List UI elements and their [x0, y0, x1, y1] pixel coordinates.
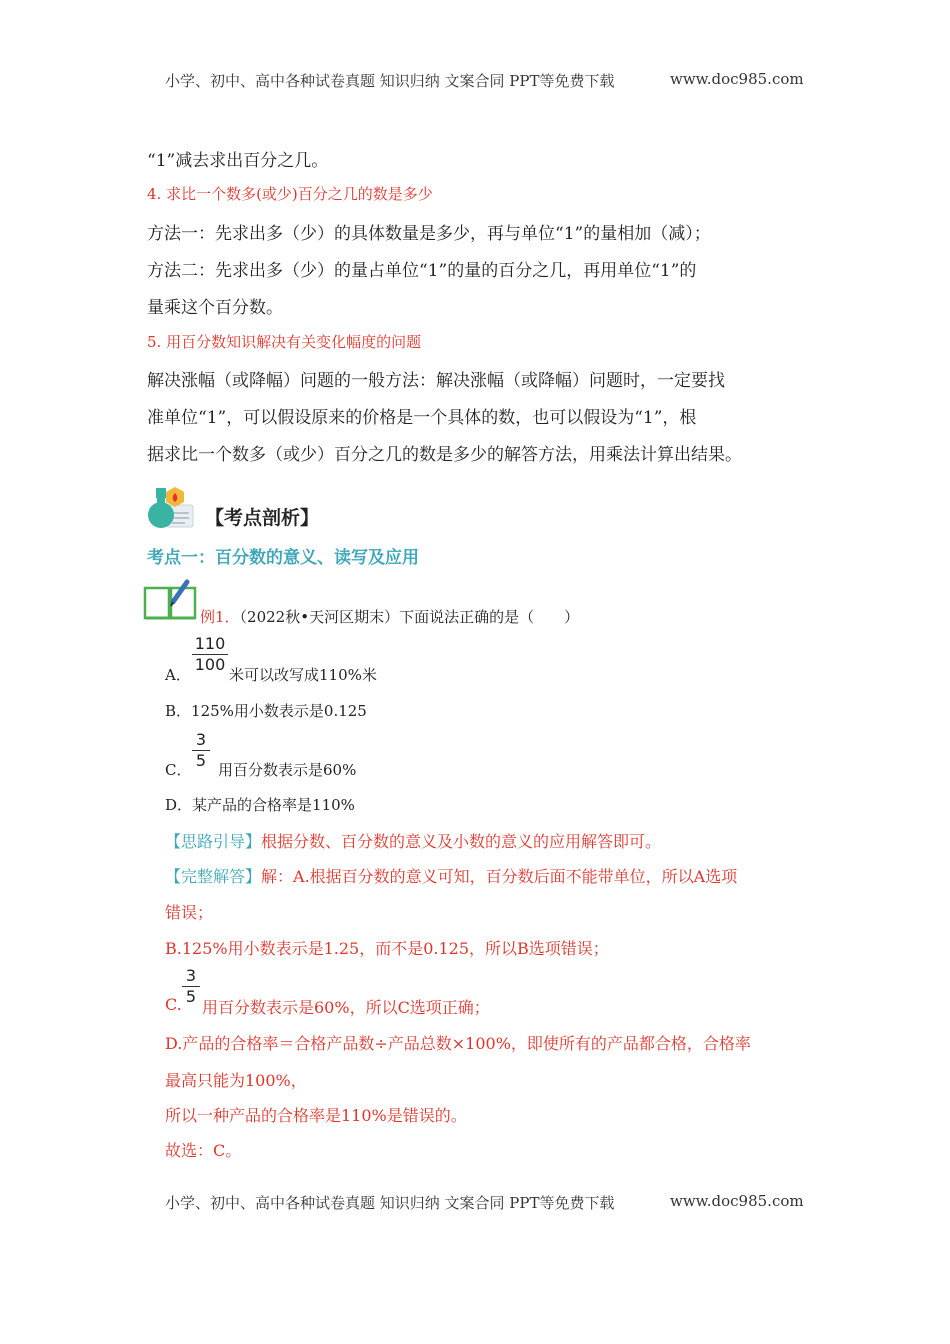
option-c-letter: C．	[165, 761, 192, 779]
answer-line-a-text: 解：A.根据百分数的意义可知，百分数后面不能带单位，所以A选项	[261, 867, 738, 886]
answer-label: 【完整解答】	[165, 867, 262, 886]
page-header	[165, 70, 804, 91]
section5-line3: 据求比一个数多（或少）百分之几的数是多少的解答方法，用乘法计算出结果。	[147, 445, 742, 465]
answer-line-c-letter: C.	[165, 995, 182, 1014]
guide-text: 根据分数、百分数的意义及小数的意义的应用解答即可。	[261, 832, 662, 851]
option-c-fraction	[192, 732, 210, 769]
example-question	[200, 606, 579, 627]
intro-tail: “1”减去求出百分之几。	[147, 151, 329, 171]
answer-line-c-text: 用百分数表示是60%，所以C选项正确；	[202, 998, 490, 1017]
section4-title: 4. 求比一个数多(或少)百分之几的数是多少	[147, 185, 433, 203]
section4-line1: 方法一：先求出多（少）的具体数量是多少，再与单位“1”的量相加（减）；	[147, 224, 711, 244]
answer-c-numerator: 3	[185, 966, 197, 985]
answer-line-d: D.产品的合格率＝合格产品数÷产品总数×100%，即使所有的产品都合格，合格率	[165, 1034, 751, 1053]
section5-title: 5. 用百分数知识解决有关变化幅度的问题	[147, 333, 422, 351]
option-a-fraction	[192, 636, 228, 673]
section4-line2: 方法二：先求出多（少）的量占单位“1”的量的百分之几，再用单位“1”的	[147, 261, 697, 281]
flask-icon	[145, 485, 197, 531]
kaodian1-title: 考点一：百分数的意义、读写及应用	[147, 548, 419, 568]
section4-line3: 量乘这个百分数。	[147, 298, 283, 318]
option-c-text: 用百分数表示是60%	[218, 761, 357, 779]
option-a-text: 米可以改写成110%米	[229, 666, 377, 684]
option-a-numerator: 110	[194, 634, 226, 653]
section5-line1: 解决涨幅（或降幅）问题的一般方法：解决涨幅（或降幅）问题时，一定要找	[147, 371, 725, 391]
header-text: 小学、初中、高中各种试卷真题 知识归纳 文案合同 PPT等免费下载	[165, 72, 615, 90]
example-question-text: （2022秋•天河区期末）下面说法正确的是（ ）	[239, 608, 580, 626]
footer-text: 小学、初中、高中各种试卷真题 知识归纳 文案合同 PPT等免费下载	[165, 1194, 615, 1212]
option-a-denominator: 100	[194, 655, 226, 674]
answer-line-d2: 最高只能为100%，	[165, 1071, 307, 1090]
guide-line	[165, 829, 661, 852]
option-b: B．125%用小数表示是0.125	[165, 702, 367, 720]
book-pencil-icon	[143, 578, 199, 622]
answer-line-a	[165, 864, 737, 887]
section5-line2: 准单位“1”，可以假设原来的价格是一个具体的数，也可以假设为“1”，根	[147, 408, 697, 428]
option-d: D．某产品的合格率是110%	[165, 796, 355, 814]
page-footer	[165, 1192, 804, 1213]
answer-c-fraction	[182, 968, 200, 1005]
option-a-letter: A．	[165, 666, 191, 684]
answer-line-b: B.125%用小数表示是1.25，而不是0.125，所以B选项错误；	[165, 939, 609, 958]
answer-line-d3: 所以一种产品的合格率是110%是错误的。	[165, 1106, 467, 1125]
answer-c-denominator: 5	[185, 987, 197, 1006]
footer-site-link[interactable]: www.doc985.com	[670, 1192, 804, 1210]
example-label: 例1．	[200, 608, 240, 626]
analysis-heading: 【考点剖析】	[205, 507, 320, 529]
guide-label: 【思路引导】	[165, 832, 262, 851]
option-c-numerator: 3	[195, 730, 207, 749]
option-c-denominator: 5	[195, 751, 207, 770]
header-site-link[interactable]: www.doc985.com	[670, 70, 804, 88]
answer-final: 故选：C。	[165, 1141, 242, 1160]
answer-line-a2: 错误；	[165, 903, 214, 922]
